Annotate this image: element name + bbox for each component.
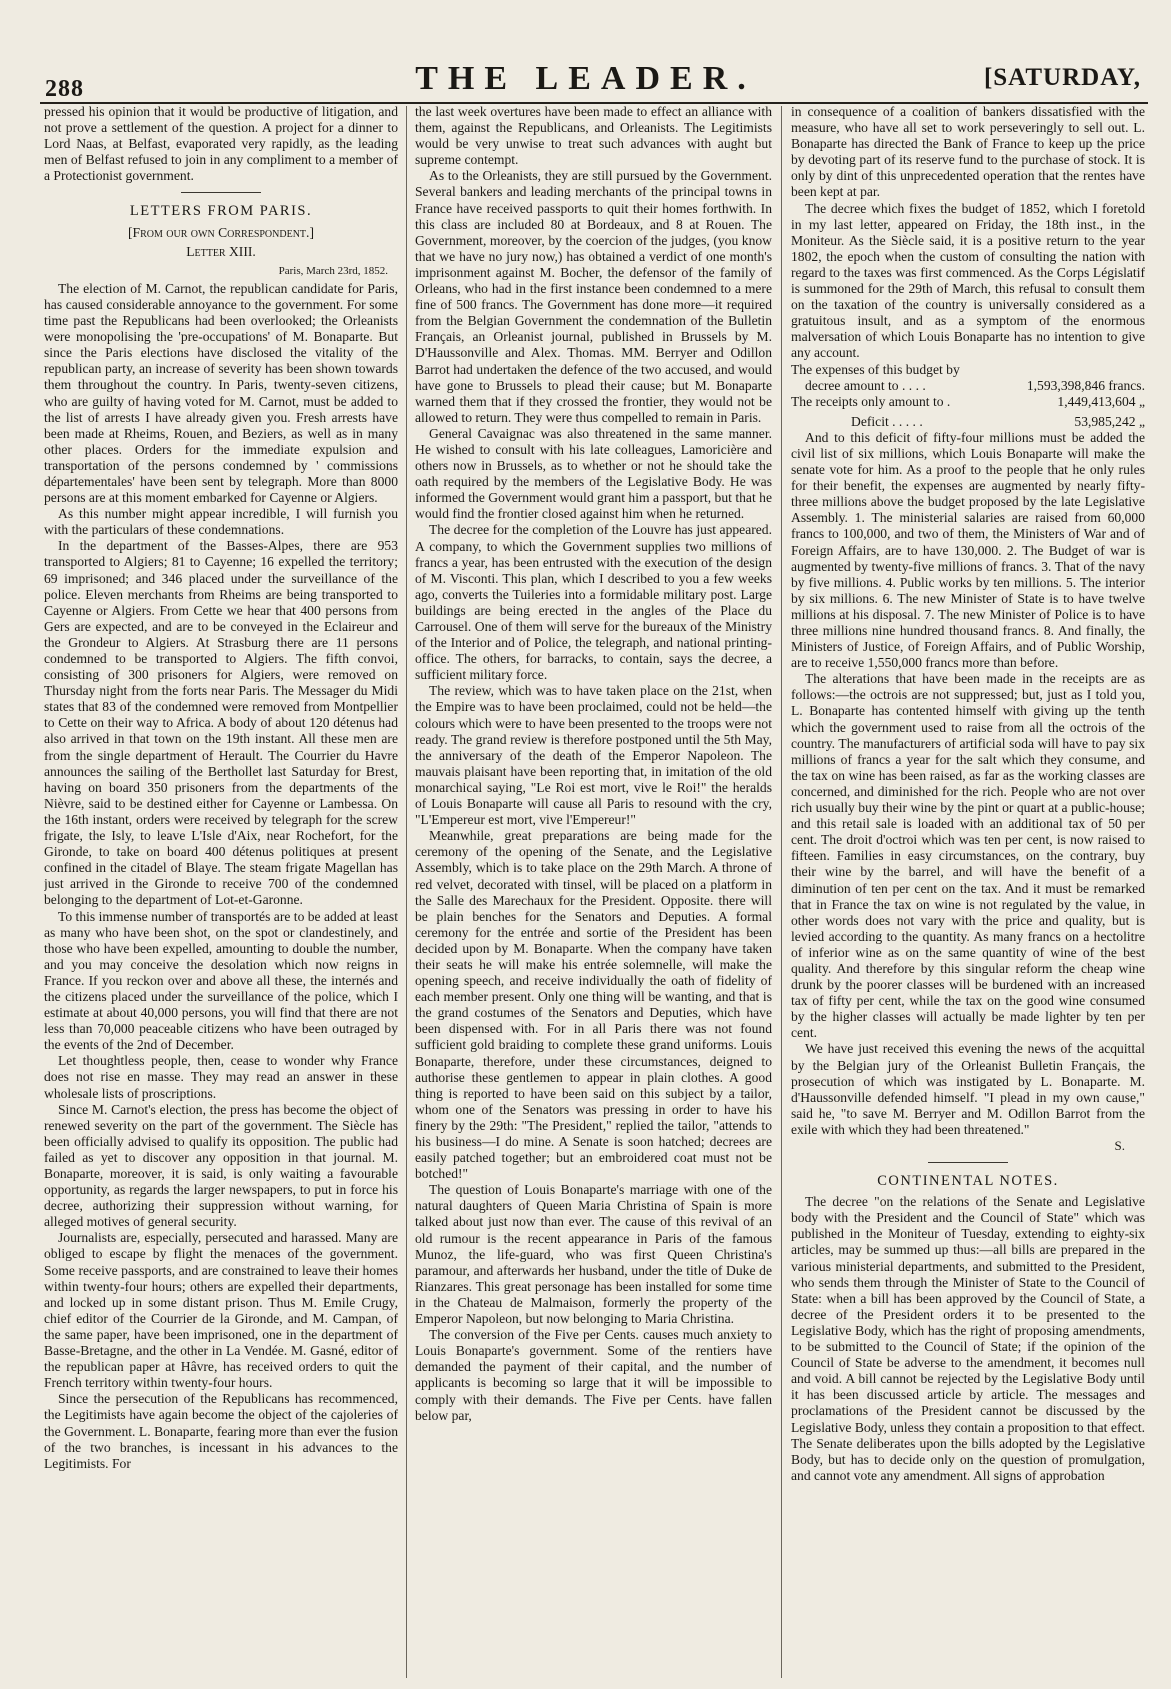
paragraph: The election of M. Carnot, the republican candidate for Paris, has caused considerable annoyance to the government. For some time past the Republicans had been overlooked; the Orleanists were monopolising the 'pre-occupations' of M. Bonaparte. But since the Paris elections have disclosed the vitality of the republican party, an increase of severity has been shown towards them throughout the country. In Paris, twenty-seven citizens, who are guilty of having voted for M. Carnot, must be added to the list of arrests I have already given you. Fresh arrests have been made at Rheims, Rouen, and Beziers, as well as in many other places. Orders for the immediate expulsion and transportation of the persons condemned by ' commissions départementales' have been sent by telegraph. More than 8000 persons are at this moment embarked for Cayenne or Algiers. bbox=[44, 280, 398, 506]
budget-row-receipts bbox=[791, 394, 1145, 410]
column-3 bbox=[791, 104, 1145, 1680]
paragraph: The decree for the completion of the Louvre has just appeared. A company, to which the Government supplies two millions of francs a year, has been entrusted with the execution of the design of M. Visconti. This plan, which I described to you a few weeks ago, converts the Tuileries into a formidable military post. Large buildings are being erected in the angles of the Place du Carrousel. One of them will serve for the bureaux of the Ministry of the Interior and of Police, the telegraph, and national printing-office. The others, for barracks, to contain, says the decree, a sufficient military force. bbox=[415, 522, 772, 683]
intro-paragraph: pressed his opinion that it would be productive of litigation, and not prove a settlement of the question. A project for a dinner to Lord Naas, at Belfast, evaporated very rapidly, as the leading men of Belfast refused to join in any compliment to a member of a Protectionist government. bbox=[44, 104, 398, 184]
paragraph: The alterations that have been made in the receipts are as follows:—the octrois are not suppressed; but, just as I told you, L. Bonaparte has contented himself with giving up the tenth which the government used to raise from all the octrois of the country. The manufacturers of artificial soda will have to pay six millions of francs a year for the salt which they consume, and the tax on wine has been raised, as far as the working classes are concerned, and diminished for the rich. People who are not over rich usually buy their wine by the pint or quart at a public-house; and this retail sale is loaded with an additional tax of 50 per cent. The droit d'octroi which was ten per cent, is now raised to fifteen. Families in easy circumstances, on the contrary, buy their wine by the barrel, and will have the benefit of a diminution of ten per cent on the tax. And it must be remarked that in France the tax on wine is not regulated by the value, in other words does not vary with the price and quality, but is levied according to the quantity. As many francs on a hectolitre of inferior wine as on the same quantity of wine of the best quality. And therefore by this singular reform the cheap wine drunk by the poorer classes will be burdened with an increased tax of fifty per cent, while the tax on the good wine consumed by the higher classes will actually be made lighter by ten per cent. bbox=[791, 671, 1145, 1041]
budget-row-deficit bbox=[791, 414, 1145, 430]
budget-value: 1,593,398,846 francs. bbox=[1026, 377, 1145, 393]
paragraph: Since M. Carnot's election, the press has become the object of renewed severity on the part of the government. The Siècle has been officially advised to qualify its opposition. The public had failed as yet to discover any opposition in that journal. M. Bonaparte, moreover, it is said, is only waiting a favourable opportunity, as regards the larger newspapers, to put in force his decree, authorizing their suppression without warning, for alleged motives of general security. bbox=[44, 1101, 398, 1230]
column-divider bbox=[781, 106, 782, 1678]
paragraph: In the department of the Basses-Alpes, there are 953 transported to Algiers; 81 to Cayenne; 16 expelled the territory; 69 imprisoned; and 346 placed under the surveillance of the police. Eleven merchants from Rheims are being transported to Cayenne or Algiers. From Cette we hear that 400 persons from Gers are expected, and are to be conveyed in the Eclaireur and the Grondeur to Algiers. At Strasburg there are 11 persons condemned to be transported to Algiers. The fifth convoi, consisting of 300 prisoners for Algiers, were removed on Thursday night from the forts near Paris. The Messager du Midi states that 83 of the condemned were removed from Montpellier to Cette on their way to Africa. A body of about 120 détenus had also arrived in that town on the 19th instant. All these men are from the single department of Herault. The Courrier du Havre announces the sailing of the Berthollet last Saturday for Brest, having on board 350 prisoners from the departments of the Nièvre, said to be destined either for Cayenne or Lambessa. On the 16th instant, orders were received by telegraph for the screw frigate, the Isly, to leave L'Isle d'Aix, near Rochefort, for the Gironde, to take on board 400 détenus politiques at present confined in the citadel of Blaye. The steam frigate Magellan has just arrived in the Gironde to receive 700 of the condemned belonging to the department of Lot-et-Garonne. bbox=[44, 538, 398, 908]
dateline: Paris, March 23rd, 1852. bbox=[278, 264, 388, 277]
budget-intro: The expenses of this budget by bbox=[791, 361, 960, 377]
continental-notes-title: CONTINENTAL NOTES. bbox=[877, 1173, 1059, 1190]
column-divider bbox=[406, 106, 407, 1678]
budget-label: Deficit . . . . . bbox=[851, 413, 923, 429]
paragraph: Meanwhile, great preparations are being made for the ceremony of the opening of the Senate, and the Legislative Assembly, which is to take place on the 29th March. A throne of red velvet, decorated with tinsel, will be placed on a platform in the Salle des Marechaux for the President. Opposite. there will be plain benches for the Senators and Deputies. A formal ceremony for the entrée and sortie of the President has been decided upon by M. Bonaparte. When the company have taken their seats he will make his entrée solemnelle, will make the opening speech, and receive individually the oath of fidelity of each member present. Only one thing will be wanting, and that is the grand costumes of the Senators and Deputies, which have been dispensed with. For in all Paris there was not found sufficient gold braiding to complete these grand uniforms. Louis Bonaparte, therefore, under these circumstances, deigned to authorise these gentlemen to appear in plain clothes. A good thing is reported to have been said on this subject by a tailor, whom one of the Senators was pressing in order to have his finery by the 29th: "The President," replied the tailor, "attends to his business—I do mine. A Senate is soon hatched; decrees are easily patched together; but an embroidered coat must not be botched!" bbox=[415, 828, 772, 1182]
budget-value: 53,985,242 „ bbox=[1074, 413, 1145, 429]
section-rule bbox=[928, 1162, 1008, 1163]
paragraph: Journalists are, especially, persecuted and harassed. Many are obliged to escape by flight the menaces of the government. Some receive passports, and are constrained to leave their homes within twenty-four hours; others are expelled their departments, and locked up in some distant prison. Thus M. Emile Crugy, chief editor of the Courrier de la Gironde, and M. Campan, of the same paper, have been imprisoned, one in the department of Basse-Bretagne, and the other in La Vendée. M. Gasné, editor of the republican paper at Hâvre, has received orders to quit the French territory within twenty-four hours. bbox=[44, 1230, 398, 1391]
page-number: 288 bbox=[45, 76, 84, 102]
paragraph: The question of Louis Bonaparte's marriage with one of the natural daughters of Queen Maria Christina of Spain is more talked about just now than ever. The cause of this revival of an old rumour is the recent appearance in Paris of the famous Munoz, the life-guard, who was first Queen Christina's paramour, and afterwards her husband, under the title of Duke de Rianzares. This great personage has been installed for some time in the Chateau de Malmaison, formerly the property of the Emperor Napoleon, but now belonging to Maria Christina. bbox=[415, 1182, 772, 1327]
page-header bbox=[0, 58, 1171, 102]
paragraph: the last week overtures have been made to effect an alliance with them, against the Republicans, and Orleanists. The Legitimists would be very unwise to treat such advances with aught but supreme contempt. bbox=[415, 104, 772, 168]
paragraph: As this number might appear incredible, I will furnish you with the particulars of these condemnations. bbox=[44, 506, 398, 538]
paragraph: The decree which fixes the budget of 1852, which I foretold in my last letter, appeared on Friday, the 18th inst., in the Moniteur. As the Siècle said, it is a positive return to the year 1802, the epoch when the custom of consulting the nation with regard to the taxes was first commenced. As the Corps Législatif is summoned for the 29th of March, this refusal to consult them on the taxation of the country is universally considered as a gratuitous insult, and as a symptom of the enormous malversation of which Louis Bonaparte has no intention to give any account. bbox=[791, 200, 1145, 361]
budget-label: decree amount to . . . . bbox=[805, 377, 926, 393]
budget-row-expenses bbox=[791, 378, 1145, 394]
budget-value: 1,449,413,604 „ bbox=[1057, 393, 1145, 409]
column-2 bbox=[415, 104, 772, 1680]
paragraph: As to the Orleanists, they are still pursued by the Government. Several bankers and leading merchants of the principal towns in France have received passports to quit their homes forthwith. In this class are included 80 at Bordeaux, and 8 at Rouen. The Government, moreover, by the coercion of the judges, (you know that we have no jury now,) has obtained a verdict of one month's imprisonment against M. Bocher, the defensor of the family of Orleans, who had in the first instance been condemned to a mere fine of 500 francs. The Government has done more—it required from the Belgian Government the condemnation of the Bulletin Français, an Orleanist journal, published in Brussels by M. D'Haussonville and Alex. Thomas. MM. Berryer and Odillon Barrot had undertaken the defence of the two accused, and would have gone to Brussels to plead their cause; but M. Bonaparte warned them that if they crossed the frontier, they would not be allowed to return. They were thus compelled to remain in Paris. bbox=[415, 168, 772, 425]
paragraph: The conversion of the Five per Cents. causes much anxiety to Louis Bonaparte's government. Some of the rentiers have demanded the payment of their capital, and the number of applicants is becoming so large that it will be impossible to comply with their demands. The Five per Cents. have fallen below par, bbox=[415, 1327, 772, 1423]
paragraph: We have just received this evening the news of the acquittal by the Belgian jury of the Orleanist Bulletin Français, the prosecution of which was instigated by L. Bonaparte. M. d'Haussonville defended himself. "I plead in my own cause," said he, "to save M. Berryer and M. Odillon Barrot from the exile with which they had been threatened." bbox=[791, 1041, 1145, 1137]
section-rule bbox=[181, 192, 261, 193]
letters-title: LETTERS FROM PARIS. bbox=[129, 203, 313, 220]
paragraph: The decree "on the relations of the Senate and Legislative body with the President and the Council of State" which was published in the Moniteur of Tuesday, extending to eighty-six articles, may be summed up thus:—all bills are prepared in the various ministerial departments, and submitted to the President, who sends them through the Minister of State to the Council of State: when a bill has been approved by the Council of State, a decree of the President orders it to be presented to the Legislative Body, which has the right of proposing amendments, to be submitted to the Council of State; if the opinion of the Council of State be adverse to the amendment, it becomes null and void. A bill cannot be rejected by the Legislative Body until it has been discussed article by article. The messages and proclamations of the President cannot be discussed by the Legislative Body, unless they contain a proposition to that effect. The Senate deliberates upon the bills adopted by the Legislative Body, but has to decide only on the question of promulgation, and cannot vote any amendment. All signs of approbation bbox=[791, 1194, 1145, 1483]
paragraph: Since the persecution of the Republicans has recommenced, the Legitimists have again become the object of the cajoleries of the Government. L. Bonaparte, fearing more than ever the fusion of the two branches, is incessant in his advances to the Legitimists. For bbox=[44, 1391, 398, 1471]
budget-label: The receipts only amount to . bbox=[791, 393, 951, 409]
paragraph: And to this deficit of fifty-four millions must be added the civil list of six millions, which Louis Bonaparte will make the senate vote for him. As a proof to the people that he only rules for their benefit, the expenses are augmented by nearly fifty-three millions above the budget proposed by the late Legislative Assembly. 1. The ministerial salaries are raised from 60,000 francs to 100,000, and two of them, the Ministers of War and of Foreign Affairs, are to have 130,000. 2. The Budget of war is augmented by twenty-five millions of francs. 3. That of the navy by five millions. 4. Public works by ten millions. 5. The interior by six millions. 6. The new Minister of State is to have twelve millions at his disposal. 7. The new Minister of Police is to have three millions nine hundred thousand francs. 8. And finally, the Ministers of Justice, of Foreign Affairs, and of Public Worship, are to receive 1,550,000 francs more than before. bbox=[791, 429, 1145, 671]
correspondent-line: [From our own Correspondent.] bbox=[128, 224, 314, 240]
paragraph: General Cavaignac was also threatened in the same manner. He wished to consult with his late colleagues, Lamoricière and others now in Brussels, as to whether or not he should take the oath required by the members of the Legislative Body. He was informed the Government would grant him a passport, but that he would find the frontier closed against him when he returned. bbox=[415, 425, 772, 522]
letter-number: Letter XIII. bbox=[186, 243, 256, 259]
column-1 bbox=[44, 104, 398, 1680]
paragraph: in consequence of a coalition of bankers dissatisfied with the measure, who have all set to work perseveringly to sell out. L. Bonaparte has directed the Bank of France to keep up the price by devoting part of its reserve fund to the purchase of stock. It is only by dint of this unprecedented operation that the rentes have been kept at par. bbox=[791, 104, 1145, 200]
masthead: THE LEADER. bbox=[415, 60, 756, 97]
paragraph: The review, which was to have taken place on the 21st, when the Empire was to have been proclaimed, could not be held—the colours which were to have been presented to the troops were not ready. The grand review is therefore postponed until the 5th May, the anniversary of the death of the Emperor Napoleon. The mauvais plaisant have been reporting that, in imitation of the old monarchical saying, "Le Roi est mort, vive le Roi!" the heralds of Louis Bonaparte will cause all Paris to resound with the cry, "L'Empereur est mort, vive l'Empereur!" bbox=[415, 683, 772, 828]
signature: S. bbox=[1114, 1138, 1125, 1153]
paragraph: To this immense number of transportés are to be added at least as many who have been shot, on the spot or clandestinely, and those who have been expelled, amounting to double the number, and you may conceive the desolation which now reigns in France. If you reckon over and above all these, the internés and the citizens placed under the surveillance of the police, which I estimate at about 40,000 persons, you will find that there are not less than 70,000 peaceable citizens who have been outraged by the events of the 2nd of December. bbox=[44, 908, 398, 1053]
paragraph: Let thoughtless people, then, cease to wonder why France does not rise en masse. They may read an answer in these wholesale lists of proscriptions. bbox=[44, 1053, 398, 1101]
issue-day: [SATURDAY, bbox=[983, 64, 1141, 91]
